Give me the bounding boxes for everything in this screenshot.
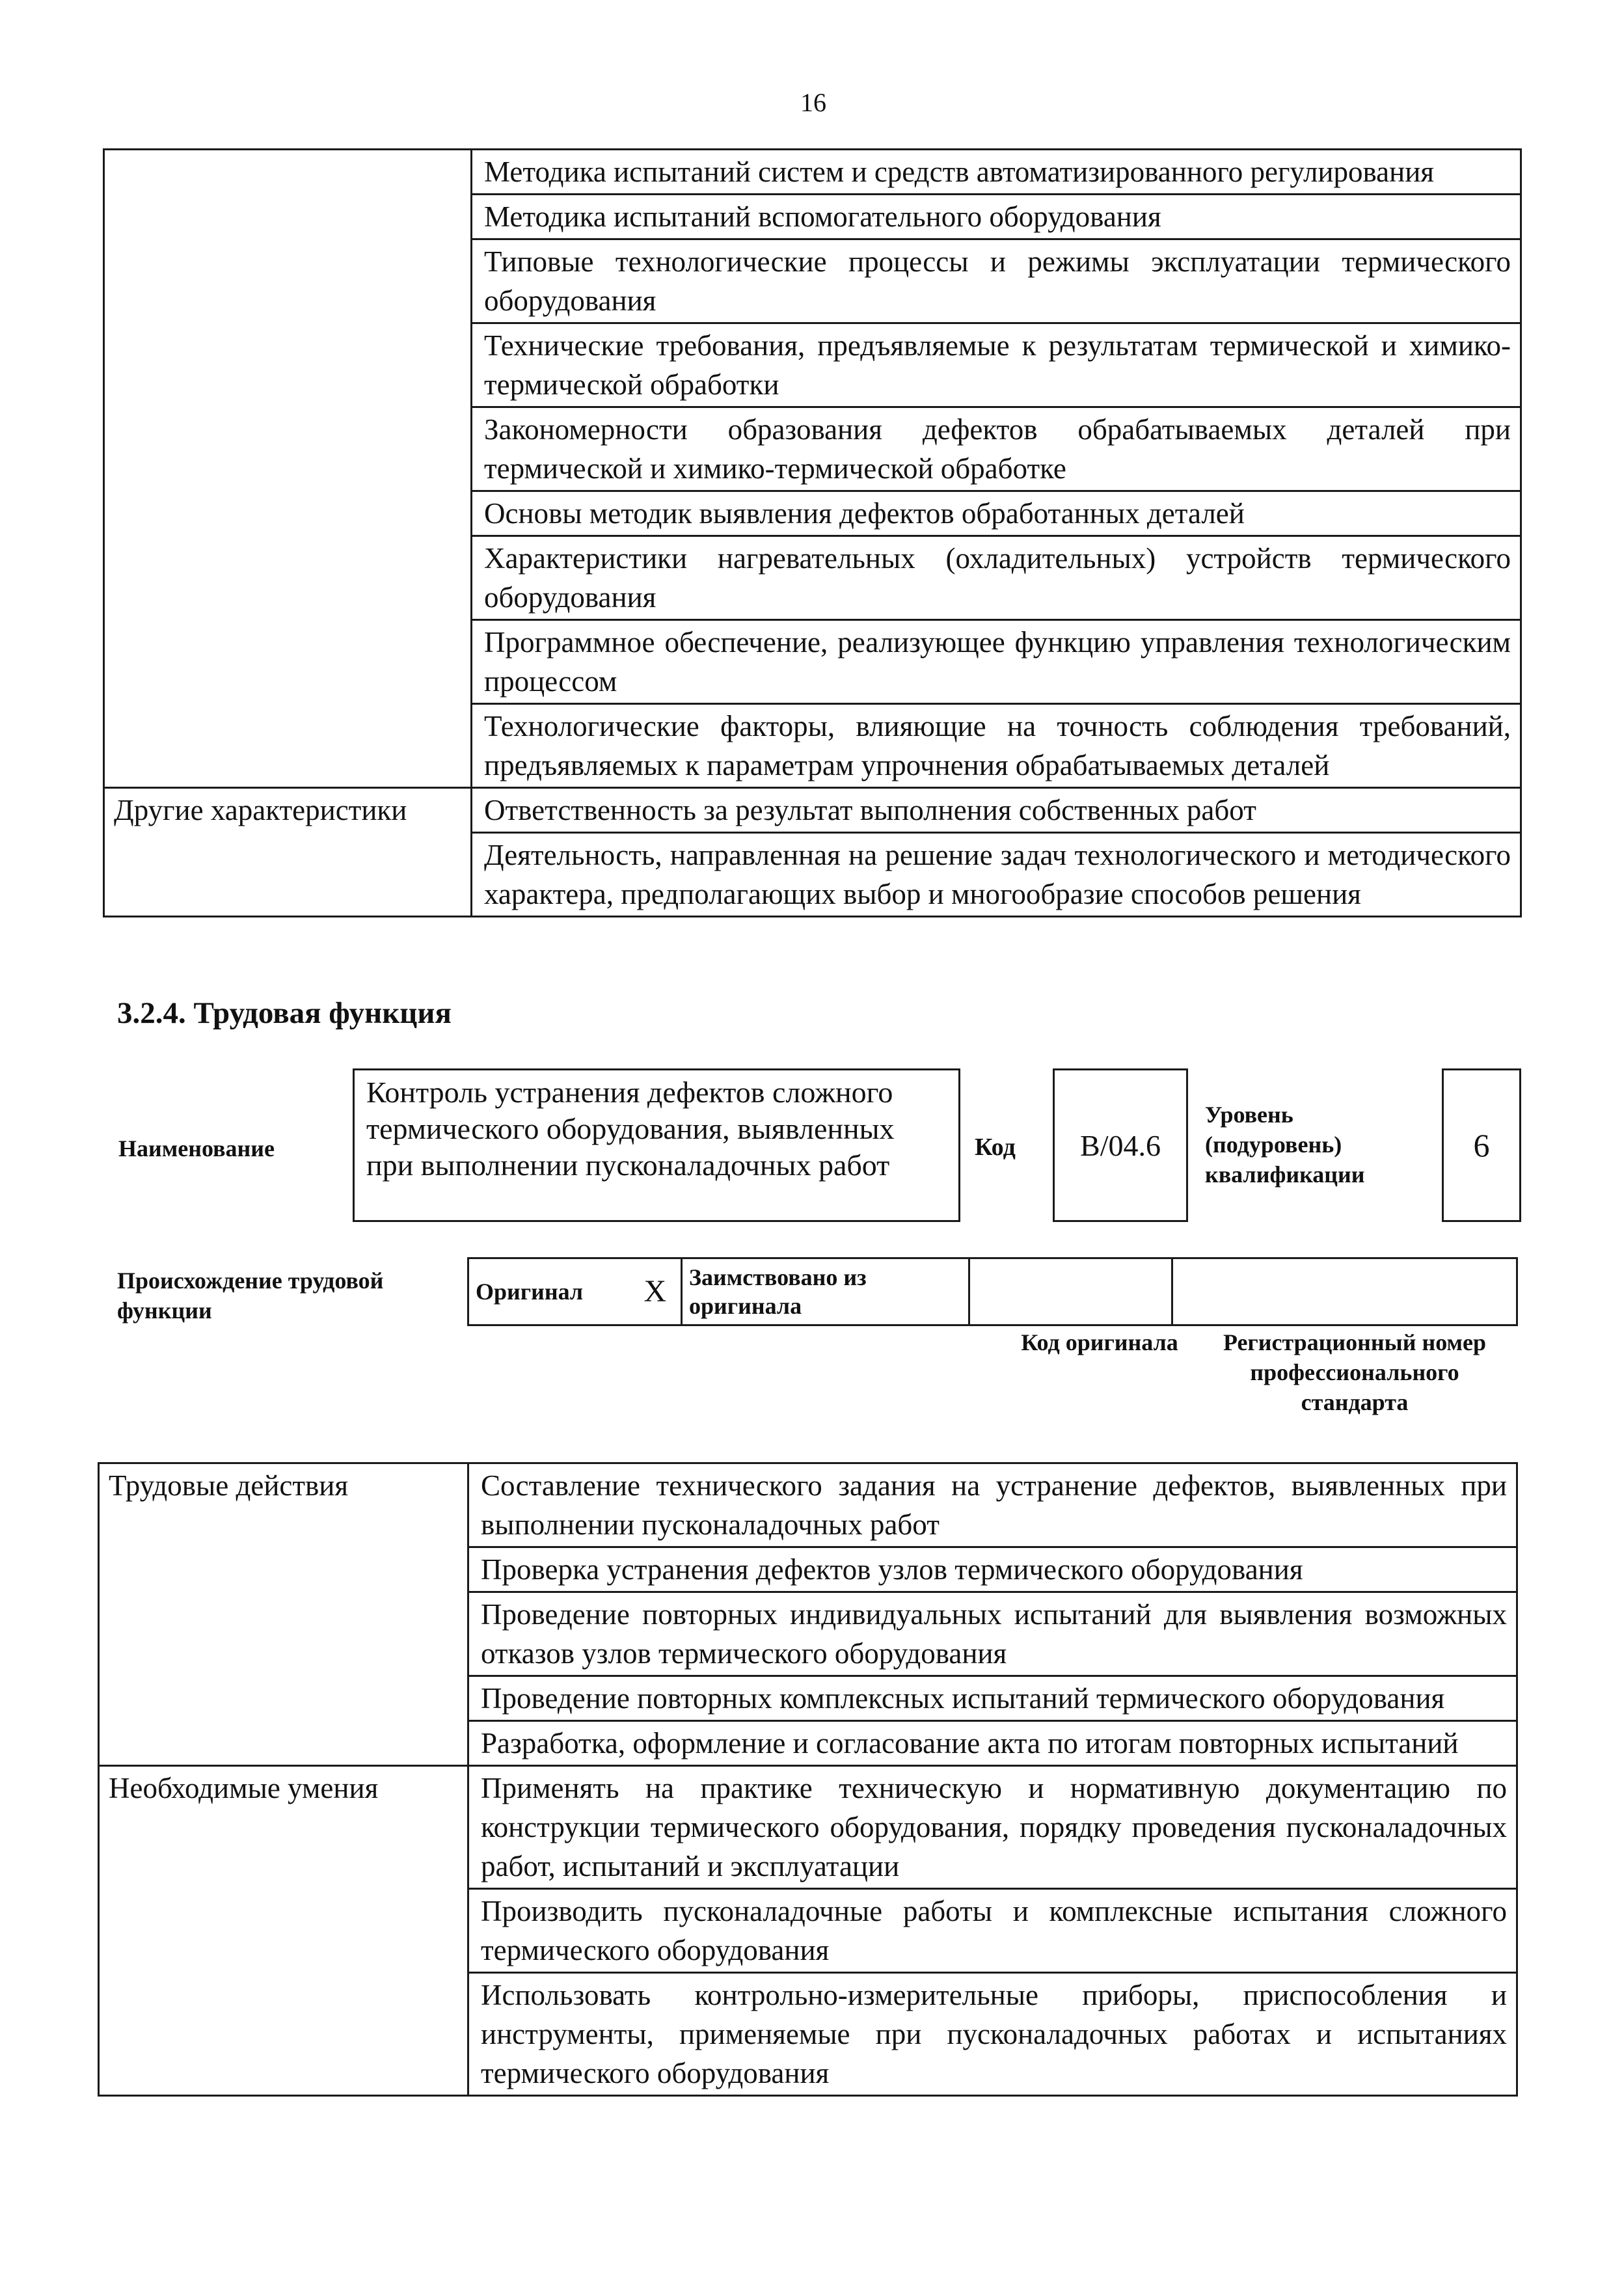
row-label [104, 150, 472, 788]
row-text: Программное обеспечение, реализующее функцию управления технологическим процессом [472, 620, 1521, 704]
page-number: 16 [800, 88, 826, 117]
code-value: В/04.6 [1053, 1068, 1188, 1222]
code-label: Код [975, 1134, 1016, 1161]
row-text: Проверка устранения дефектов узлов термического оборудования [468, 1547, 1517, 1592]
original-code-cell [969, 1258, 1172, 1325]
row-text: Ответственность за результат выполнения собственных работ [472, 788, 1521, 833]
borrowed-label: Заимствовано из оригинала [682, 1258, 969, 1325]
original-code-caption: Код оригинала [1021, 1329, 1178, 1355]
row-text: Использовать контрольно-измерительные приборы, приспособления и инструменты, применяемые при пусконаладочных работах и испытаниях термического оборудования [468, 1973, 1517, 2096]
row-label: Другие характеристики [104, 788, 472, 917]
origin-table [467, 1257, 1518, 1326]
level-value: 6 [1442, 1068, 1521, 1222]
row-text: Составление технического задания на устранение дефектов, выявленных при выполнении пусконаладочных работ [468, 1463, 1517, 1547]
row-text: Закономерности образования дефектов обрабатываемых деталей при термической и химико-термической обработке [472, 407, 1521, 491]
level-label: Уровень (подуровень) квалификации [1205, 1102, 1365, 1188]
row-text: Основы методик выявления дефектов обработанных деталей [472, 491, 1521, 536]
row-label: Необходимые умения [99, 1766, 468, 2096]
row-text: Методика испытаний вспомогательного оборудования [472, 195, 1521, 239]
knowledge-table [103, 148, 1522, 917]
row-text: Проведение повторных индивидуальных испытаний для выявления возможных отказов узлов термического оборудования [468, 1592, 1517, 1676]
reg-number-cell [1172, 1258, 1517, 1325]
row-text: Проведение повторных комплексных испытаний термического оборудования [468, 1676, 1517, 1721]
name-label: Наименование [118, 1135, 275, 1161]
row-text: Типовые технологические процессы и режимы эксплуатации термического оборудования [472, 239, 1521, 323]
row-label: Трудовые действия [99, 1463, 468, 1766]
actions-table [98, 1462, 1518, 2097]
table-row [104, 788, 1521, 833]
original-mark: X [639, 1258, 682, 1325]
row-text: Технологические факторы, влияющие на точность соблюдения требований, предъявляемых к параметрам упрочнения обрабатываемых деталей [472, 704, 1521, 788]
row-text: Технические требования, предъявляемые к результатам термической и химико-термической обработки [472, 323, 1521, 407]
name-value: Контроль устранения дефектов сложного термического оборудования, выявленных при выполнении пусконаладочных работ [353, 1068, 960, 1222]
origin-label: Происхождение трудовой функции [117, 1268, 384, 1324]
table-row [99, 1463, 1517, 1547]
table-row [104, 150, 1521, 195]
row-text: Производить пусконаладочные работы и комплексные испытания сложного термического оборудования [468, 1889, 1517, 1973]
row-text: Методика испытаний систем и средств автоматизированного регулирования [472, 150, 1521, 195]
row-text: Применять на практике техническую и нормативную документацию по конструкции термического оборудования, порядку проведения пусконаладочных работ, испытаний и эксплуатации [468, 1766, 1517, 1889]
table-row [468, 1258, 1517, 1325]
section-heading: 3.2.4. Трудовая функция [117, 996, 452, 1030]
row-text: Характеристики нагревательных (охладительных) устройств термического оборудования [472, 536, 1521, 620]
table-row [99, 1766, 1517, 1889]
original-label: Оригинал [468, 1258, 639, 1325]
reg-number-caption: Регистрационный номер профессионального стандарта [1223, 1329, 1487, 1415]
row-text: Разработка, оформление и согласование акта по итогам повторных испытаний [468, 1721, 1517, 1766]
row-text: Деятельность, направленная на решение задач технологического и методического характера, предполагающих выбор и многообразие способов решения [472, 833, 1521, 917]
